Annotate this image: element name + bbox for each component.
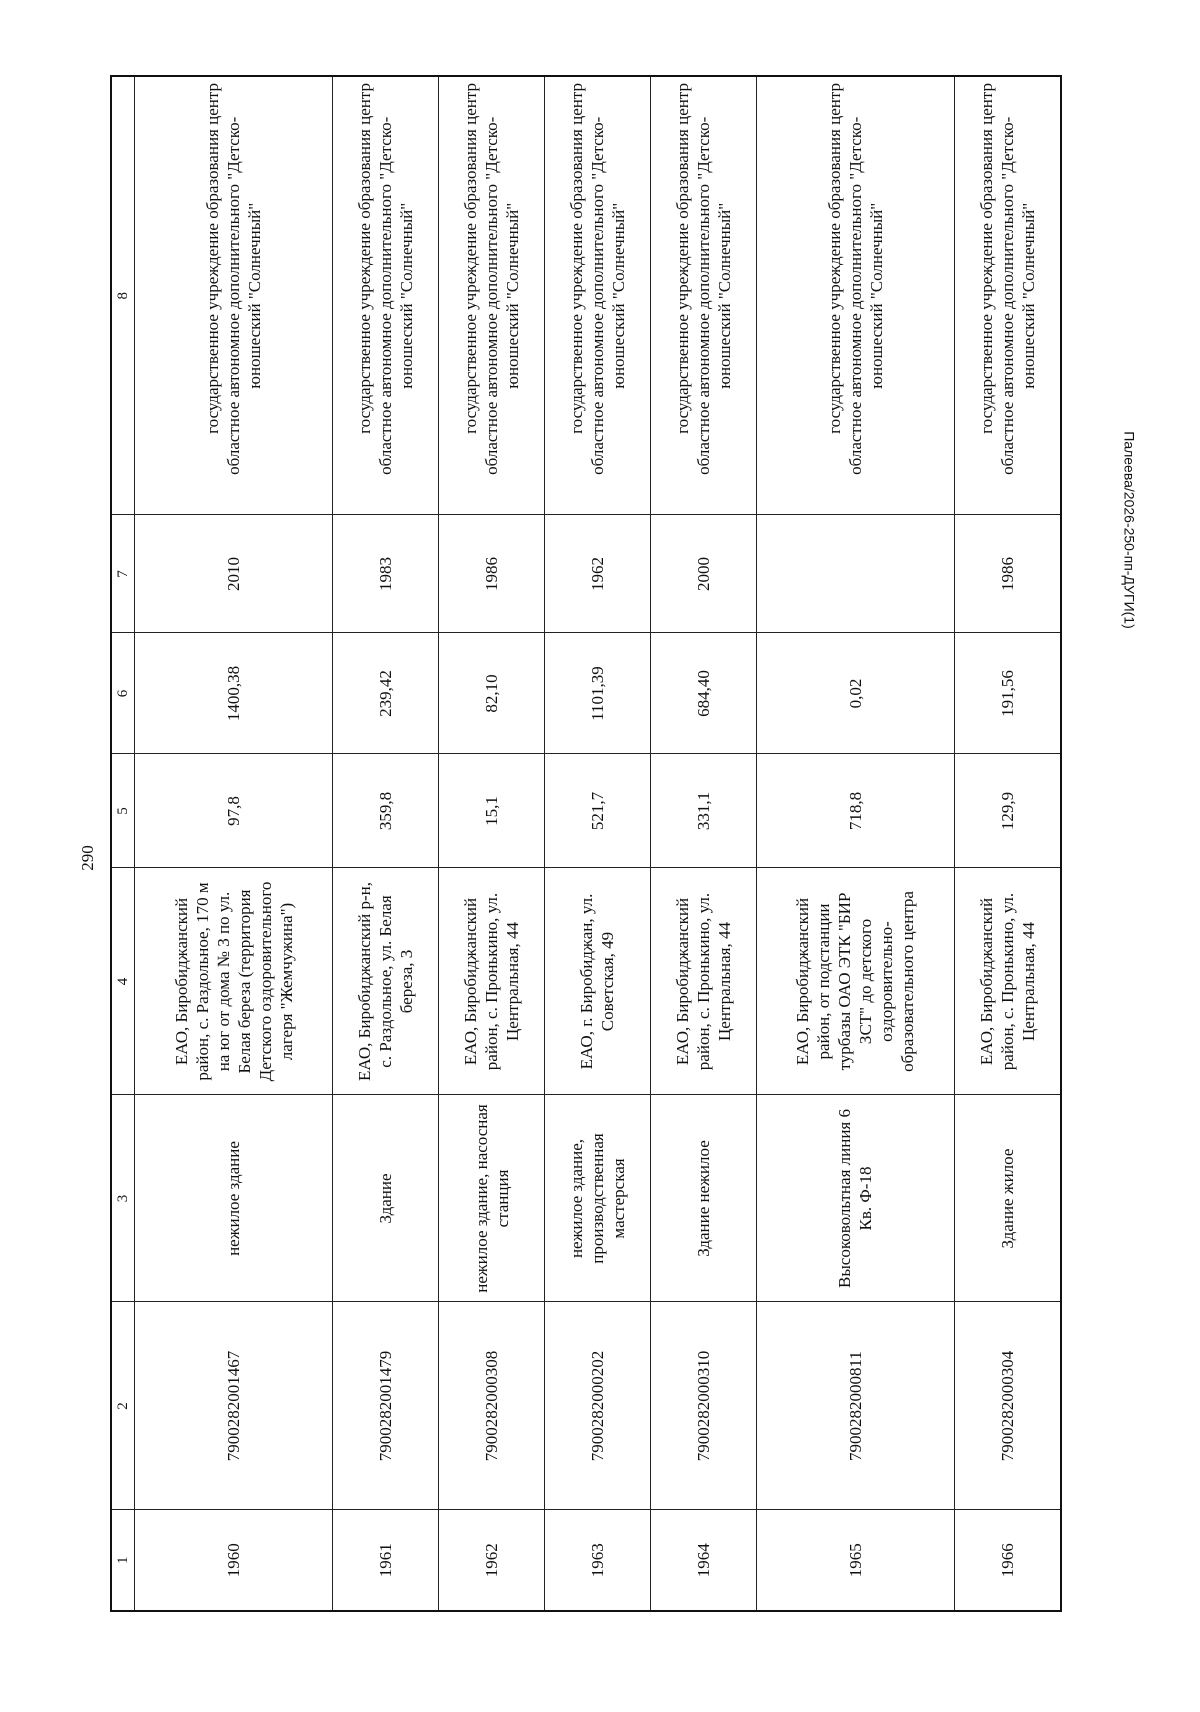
object-name: нежилое здание, производственная мастерская bbox=[544, 1095, 650, 1302]
cadastral-number: 7900282000310 bbox=[650, 1302, 756, 1510]
organization-type: государственное учреждение образования центр bbox=[976, 83, 996, 434]
organization-name: областное автономное дополнительного "Детско-юношеский "Солнечный" bbox=[693, 116, 734, 475]
object-value: 1101,39 bbox=[544, 633, 650, 754]
column-header: 8 bbox=[111, 76, 135, 515]
table-row bbox=[439, 76, 545, 1611]
property-table bbox=[110, 75, 1062, 1612]
organization-type: государственное учреждение образования центр bbox=[203, 83, 223, 434]
document-code-text: Палеева/2026-250-пп-ДУГИ(1) bbox=[1122, 431, 1139, 629]
organization-type: государственное учреждение образования центр bbox=[355, 83, 375, 434]
row-number: 1966 bbox=[954, 1510, 1061, 1611]
cadastral-number: 7900282000202 bbox=[544, 1302, 650, 1510]
row-number: 1960 bbox=[135, 1510, 333, 1611]
column-number-row bbox=[111, 76, 135, 1611]
object-address: ЕАО, Биробиджанский р-н, с. Раздольное, ул. Белая береза, 3 bbox=[333, 868, 439, 1095]
organization-type: государственное учреждение образования центр bbox=[672, 83, 692, 434]
column-header: 1 bbox=[111, 1510, 135, 1611]
object-area: 521,7 bbox=[544, 754, 650, 868]
table-row bbox=[650, 76, 756, 1611]
organization-type: государственное учреждение образования центр bbox=[461, 83, 481, 434]
table-row bbox=[135, 76, 333, 1611]
object-address: ЕАО, Биробиджанский район, с. Раздольное, 170 м на юг от дома № 3 по ул. Белая береза (территория Детского оздоровительного лагеря "Жемчужина") bbox=[135, 868, 333, 1095]
property-table-rotated bbox=[110, 77, 1062, 1612]
column-header: 4 bbox=[111, 868, 135, 1095]
object-value: 1400,38 bbox=[135, 633, 333, 754]
holder-organization bbox=[439, 76, 545, 515]
row-number: 1965 bbox=[756, 1510, 954, 1611]
object-value: 191,56 bbox=[954, 633, 1061, 754]
object-address: ЕАО, г. Биробиджан, ул. Советская, 49 bbox=[544, 868, 650, 1095]
cadastral-number: 7900282000811 bbox=[756, 1302, 954, 1510]
organization-type: государственное учреждение образования центр bbox=[566, 83, 586, 434]
object-value: 239,42 bbox=[333, 633, 439, 754]
object-name: нежилое здание bbox=[135, 1095, 333, 1302]
cadastral-number: 7900282001467 bbox=[135, 1302, 333, 1510]
object-name: Здание жилое bbox=[954, 1095, 1061, 1302]
object-area: 359,8 bbox=[333, 754, 439, 868]
object-year: 1983 bbox=[333, 515, 439, 633]
organization-name: областное автономное дополнительного "Детско-юношеский "Солнечный" bbox=[482, 116, 523, 475]
row-number: 1962 bbox=[439, 1510, 545, 1611]
object-address: ЕАО, Биробиджанский район, от подстанции турбазы ОАО ЭТК "БИР ЗСТ" до детского оздоровительно-образовательного центра bbox=[756, 868, 954, 1095]
object-area: 331,1 bbox=[650, 754, 756, 868]
table-row bbox=[333, 76, 439, 1611]
cadastral-number: 7900282000308 bbox=[439, 1302, 545, 1510]
holder-organization bbox=[333, 76, 439, 515]
holder-organization bbox=[756, 76, 954, 515]
object-name: нежилое здание, насосная станция bbox=[439, 1095, 545, 1302]
cadastral-number: 7900282001479 bbox=[333, 1302, 439, 1510]
page-number: 290 bbox=[78, 845, 97, 871]
cadastral-number: 7900282000304 bbox=[954, 1302, 1061, 1510]
holder-organization bbox=[954, 76, 1061, 515]
object-area: 718,8 bbox=[756, 754, 954, 868]
column-header: 7 bbox=[111, 515, 135, 633]
table-row bbox=[954, 76, 1061, 1611]
column-header: 5 bbox=[111, 754, 135, 868]
object-value: 684,40 bbox=[650, 633, 756, 754]
object-area: 15,1 bbox=[439, 754, 545, 868]
object-value: 82,10 bbox=[439, 633, 545, 754]
object-address: ЕАО, Биробиджанский район, с. Пронькино, ул. Центральная, 44 bbox=[954, 868, 1061, 1095]
object-address: ЕАО, Биробиджанский район, с. Пронькино, ул. Центральная, 44 bbox=[650, 868, 756, 1095]
row-number: 1961 bbox=[333, 1510, 439, 1611]
object-year: 1962 bbox=[544, 515, 650, 633]
row-number: 1963 bbox=[544, 1510, 650, 1611]
holder-organization bbox=[135, 76, 333, 515]
object-area: 97,8 bbox=[135, 754, 333, 868]
column-header: 2 bbox=[111, 1302, 135, 1510]
holder-organization bbox=[650, 76, 756, 515]
holder-organization bbox=[544, 76, 650, 515]
column-header: 3 bbox=[111, 1095, 135, 1302]
object-name: Здание bbox=[333, 1095, 439, 1302]
organization-name: областное автономное дополнительного "Детско-юношеский "Солнечный" bbox=[997, 116, 1038, 475]
organization-name: областное автономное дополнительного "Детско-юношеский "Солнечный" bbox=[376, 116, 417, 475]
object-name: Высоковольтная линия 6 Кв. Ф-18 bbox=[756, 1095, 954, 1302]
object-name: Здание нежилое bbox=[650, 1095, 756, 1302]
row-number: 1964 bbox=[650, 1510, 756, 1611]
organization-type: государственное учреждение образования центр bbox=[824, 83, 844, 434]
object-address: ЕАО, Биробиджанский район, с. Пронькино, ул. Центральная, 44 bbox=[439, 868, 545, 1095]
object-value: 0,02 bbox=[756, 633, 954, 754]
object-year: 1986 bbox=[439, 515, 545, 633]
table-row bbox=[544, 76, 650, 1611]
organization-name: областное автономное дополнительного "Детско-юношеский "Солнечный" bbox=[845, 116, 886, 475]
document-code bbox=[1110, 330, 1150, 730]
organization-name: областное автономное дополнительного "Детско-юношеский "Солнечный" bbox=[587, 116, 628, 475]
organization-name: областное автономное дополнительного "Детско-юношеский "Солнечный" bbox=[224, 116, 265, 475]
table-row bbox=[756, 76, 954, 1611]
object-year: 1986 bbox=[954, 515, 1061, 633]
object-year: 2000 bbox=[650, 515, 756, 633]
column-header: 6 bbox=[111, 633, 135, 754]
object-area: 129,9 bbox=[954, 754, 1061, 868]
object-year: 2010 bbox=[135, 515, 333, 633]
object-year bbox=[756, 515, 954, 633]
